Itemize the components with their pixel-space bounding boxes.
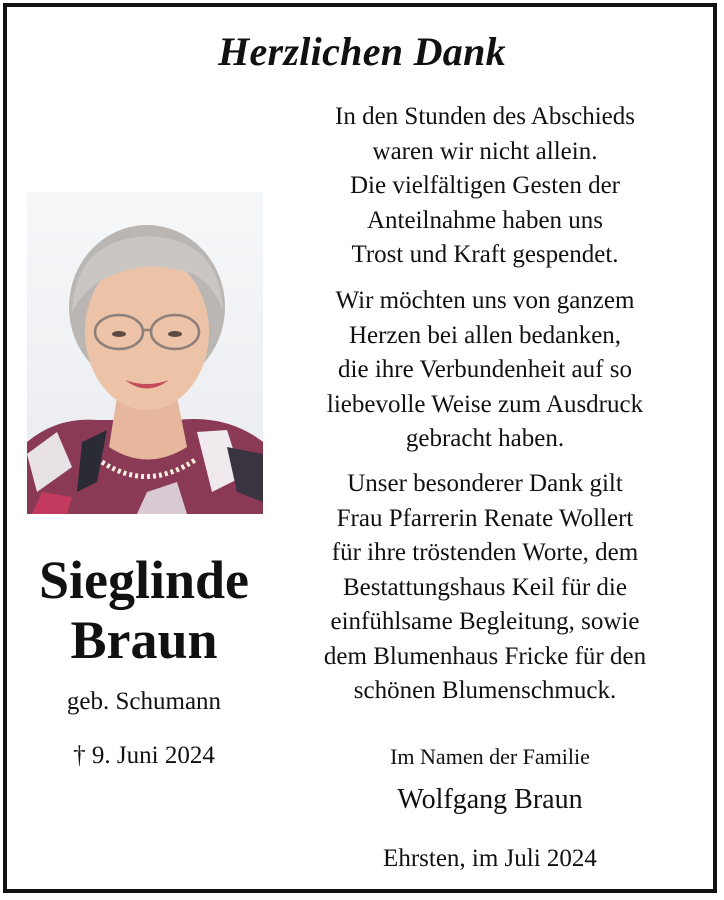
first-name: Sieglinde: [38, 550, 250, 610]
place-date: Ehrsten, im Juli 2024: [383, 845, 597, 872]
paragraph-line: Trost und Kraft gespendet.: [351, 241, 619, 268]
paragraph-line: Anteilnahme haben uns: [366, 206, 604, 234]
paragraph-3: [285, 467, 685, 709]
last-name: Braun: [70, 610, 218, 670]
death-date: † 9. Juni 2024: [73, 742, 215, 769]
paragraph-line: gebracht haben.: [405, 425, 565, 452]
paragraph-line: die ihre Verbundenheit auf so: [338, 356, 632, 383]
paragraph-line: In den Stunden des Abschieds: [335, 103, 635, 130]
paragraph-1: [285, 100, 685, 273]
paragraph-line: Herzen bei allen bedanken,: [348, 321, 622, 349]
paragraph-line: waren wir nicht allein.: [372, 137, 598, 165]
notice-title: Herzlichen Dank: [218, 29, 506, 74]
birth-name: geb. Schumann: [66, 688, 222, 715]
deceased-name: [20, 550, 268, 670]
paragraph-line: Frau Pfarrerin Renate Wollert: [336, 504, 634, 532]
paragraph-line: einfühlsame Begleitung, sowie: [330, 608, 640, 635]
signature-intro: Im Namen der Familie: [390, 744, 590, 769]
paragraph-line: Wir möchten uns von ganzem: [335, 287, 635, 314]
paragraph-line: schönen Blumenschmuck.: [353, 677, 617, 704]
signature-name: Wolfgang Braun: [397, 784, 583, 815]
paragraph-line: Bestattungshaus Keil für die: [343, 573, 627, 601]
paragraph-line: liebevolle Weise zum Ausdruck: [326, 390, 644, 418]
portrait-photo: [27, 192, 263, 514]
paragraph-2: [285, 284, 685, 457]
paragraph-line: dem Blumenhaus Fricke für den: [323, 642, 647, 670]
paragraph-line: für ihre tröstenden Worte, dem: [331, 539, 639, 566]
paragraph-line: Die vielfältigen Gesten der: [349, 172, 621, 199]
paragraph-line: Unser besonderer Dank gilt: [347, 470, 623, 497]
